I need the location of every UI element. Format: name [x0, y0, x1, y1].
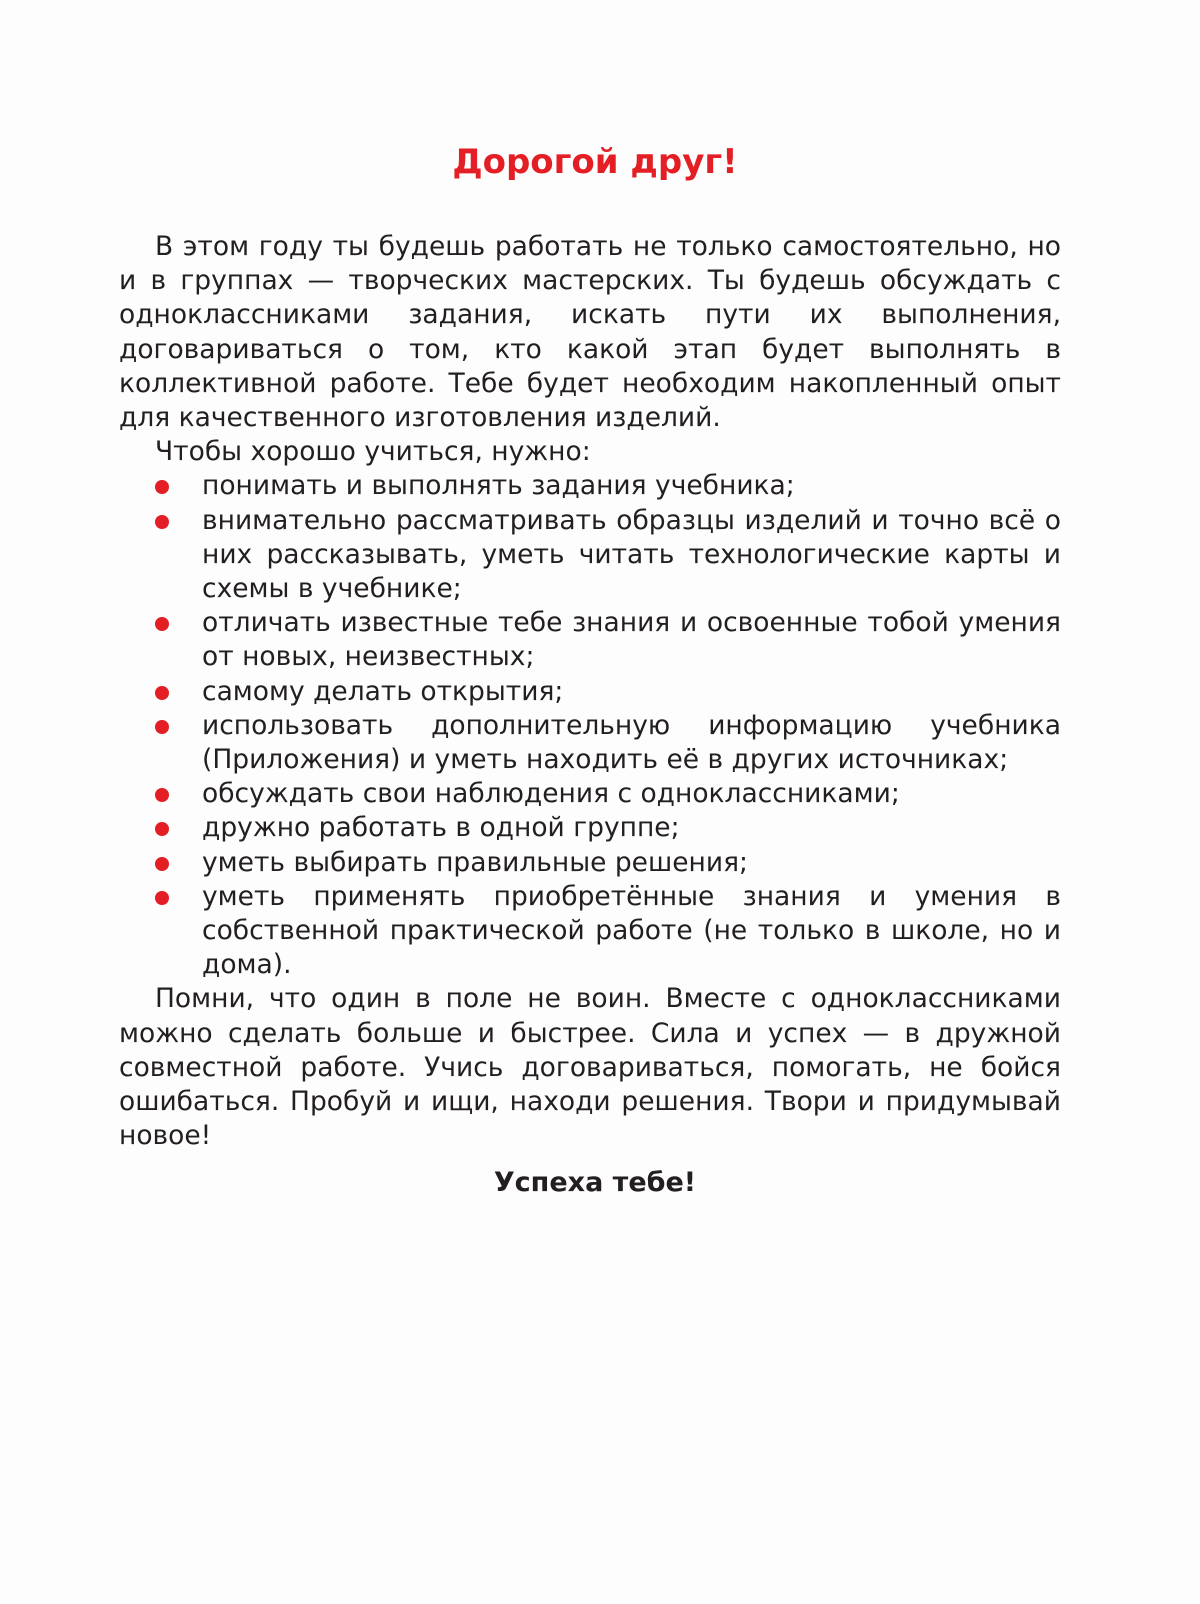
list-item-text: уметь выбирать правильные решения; — [202, 846, 748, 878]
list-item — [119, 469, 1061, 503]
list-item — [119, 880, 1061, 983]
red-bullet-icon — [155, 515, 169, 529]
list-item-text: отличать известные тебе знания и освоенные тобой умения от новых, неизвестных; — [202, 607, 1061, 673]
red-bullet-icon — [155, 720, 169, 734]
list-item-text: обсуждать свои наблюдения с одноклассниками; — [202, 778, 900, 810]
list-item — [119, 709, 1061, 777]
list-item-text: уметь применять приобретённые знания и умения в собственной практической работе (не только в школе, но и дома). — [202, 880, 1061, 981]
list-item-text: понимать и выполнять задания учебника; — [202, 470, 795, 502]
red-bullet-icon — [155, 686, 169, 700]
skills-list — [119, 469, 1061, 982]
sign-off: Успеха тебе! — [493, 1167, 697, 1199]
red-bullet-icon — [155, 480, 169, 494]
intro-paragraph: В этом году ты будешь работать не только самостоятельно, но и в группах — творческих мастерских. Ты будешь обсуждать с одноклассниками задания, искать пути их выполнения, договариваться о том, кто какой этап будет выполнять в коллективной работе. Тебе будет необходим накопленный опыт для качественного изготовления изделий. — [119, 231, 1061, 434]
red-bullet-icon — [155, 788, 169, 802]
red-bullet-icon — [155, 617, 169, 631]
red-bullet-icon — [155, 857, 169, 871]
list-item-text: дружно работать в одной группе; — [202, 812, 680, 844]
list-item — [119, 777, 1061, 811]
list-item — [119, 675, 1061, 709]
letter-body — [119, 230, 1061, 1153]
letter-page — [119, 140, 1061, 1201]
list-item — [119, 606, 1061, 674]
list-item-text: внимательно рассматривать образцы изделий и точно всё о них рассказывать, уметь читать технологические карты и схемы в учебнике; — [202, 504, 1061, 605]
list-item-text: использовать дополнительную информацию учебника (Приложения) и уметь находить её в других источниках; — [202, 709, 1061, 776]
list-item — [119, 846, 1061, 880]
red-bullet-icon — [155, 822, 169, 836]
list-item — [119, 504, 1061, 607]
list-item-text: самому делать открытия; — [202, 675, 564, 707]
closing-paragraph: Помни, что один в поле не воин. Вместе с одноклассниками можно сделать больше и быстрее. Сила и успех — в дружной совместной работе. Учись договариваться, помогать, не бойся ошибаться. Пробуй и ищи, находи решения. Твори и придумывай новое! — [119, 983, 1061, 1152]
page-title: Дорогой друг! — [452, 142, 738, 182]
list-intro: Чтобы хорошо учиться, нужно: — [155, 436, 591, 468]
red-bullet-icon — [155, 891, 169, 905]
list-item — [119, 811, 1061, 845]
